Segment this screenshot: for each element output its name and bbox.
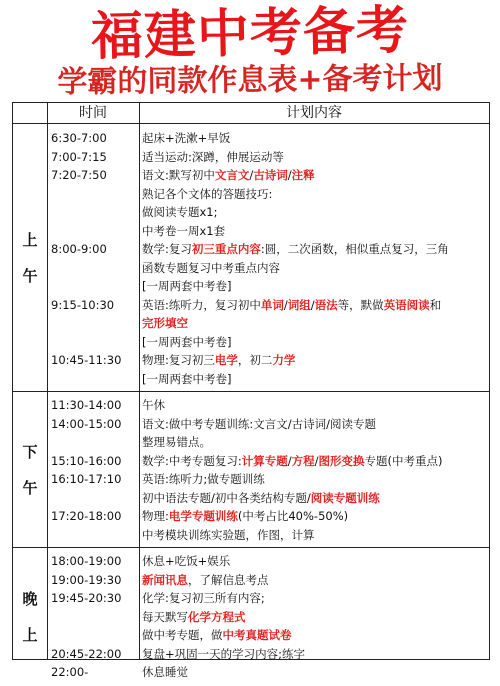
- highlight-text: 词组: [287, 297, 311, 312]
- highlight-text: 语法: [314, 297, 338, 312]
- plan-text: 熟记各个文体的答题技巧:: [142, 186, 273, 201]
- time-cell: 19:45-20:30: [51, 591, 122, 605]
- table-row: [13, 507, 489, 526]
- plan-text: [一周两套中考卷]: [142, 279, 232, 293]
- plan-text: [一周两套中考卷]: [142, 334, 232, 349]
- column-divider: [139, 103, 140, 659]
- plan-text: 做中考专题，做: [142, 628, 223, 642]
- schedule-section: [13, 548, 489, 686]
- plan-text: 午休: [142, 398, 165, 412]
- plan-cell: [142, 129, 486, 148]
- plan-text: 复盘+巩固一天的学习内容;练字: [142, 646, 306, 661]
- table-row: [13, 148, 489, 167]
- table-row: [13, 608, 489, 627]
- time-cell: 18:00-19:00: [51, 554, 122, 568]
- plan-cell: [142, 277, 486, 296]
- table-row: [13, 396, 489, 415]
- column-divider: [47, 103, 48, 659]
- highlight-text: 阅读专题训练: [310, 490, 380, 505]
- table-row: [13, 663, 489, 682]
- plan-text: /: [287, 453, 292, 468]
- plan-cell: [142, 314, 486, 333]
- plan-cell: [142, 507, 486, 526]
- plan-text: 和: [429, 297, 442, 312]
- plan-text: 数学:中考专题复习:: [142, 453, 242, 468]
- plan-cell: [142, 645, 486, 664]
- time-cell: 9:15-10:30: [51, 297, 115, 312]
- table-row: [13, 129, 489, 148]
- plan-text: :圆，二次函数，相似重点复习，三角: [260, 242, 449, 256]
- plan-text: 休息+吃饭+娱乐: [142, 554, 231, 568]
- plan-text: /: [314, 453, 319, 468]
- plan-cell: [142, 608, 486, 627]
- plan-cell: [142, 333, 486, 352]
- plan-cell: [142, 489, 486, 508]
- time-cell: 10:45-11:30: [51, 353, 122, 367]
- plan-text: /: [310, 297, 315, 312]
- plan-cell: [142, 552, 486, 571]
- table-row: [13, 552, 489, 571]
- time-cell: 8:00-9:00: [51, 242, 107, 256]
- highlight-text: 新闻讯息: [142, 572, 188, 587]
- column-header-plan: 计划内容: [286, 105, 342, 121]
- table-row: [13, 333, 489, 352]
- plan-cell: [142, 433, 486, 452]
- time-cell: 11:30-14:00: [51, 398, 122, 412]
- plan-cell: [142, 626, 486, 645]
- schedule-section: [13, 125, 489, 392]
- highlight-text: 完形填空: [142, 316, 188, 330]
- plan-text: 物理:复习初三: [142, 353, 215, 367]
- plan-text: /: [287, 168, 292, 182]
- period-char: 上: [22, 625, 38, 644]
- time-cell: 16:10-17:10: [51, 472, 122, 486]
- plan-cell: [142, 185, 486, 204]
- highlight-text: 古诗词: [253, 168, 288, 182]
- period-char: 晚: [22, 589, 38, 608]
- table-row: [13, 626, 489, 645]
- header: [0, 0, 500, 100]
- table-row: [13, 433, 489, 452]
- table-row: [13, 470, 489, 489]
- schedule-table: [12, 102, 490, 679]
- table-row: [13, 589, 489, 608]
- highlight-text: 图形变换: [318, 453, 365, 468]
- time-cell: 14:00-15:00: [51, 416, 122, 431]
- plan-text: 中考卷一周x1套: [142, 223, 226, 238]
- time-cell: 20:45-22:00: [51, 646, 122, 661]
- highlight-text: 计算专题: [241, 453, 288, 468]
- table-row: [13, 185, 489, 204]
- table-row: [13, 571, 489, 590]
- period-char: 午: [22, 478, 38, 497]
- plan-text: 数学:复习: [142, 242, 192, 256]
- plan-cell: [142, 240, 486, 259]
- plan-cell: [142, 370, 486, 389]
- plan-text: 整理易错点。: [142, 435, 211, 449]
- plan-text: 每天默写: [142, 609, 188, 624]
- table-row: [13, 259, 489, 278]
- table-row: [13, 489, 489, 508]
- time-cell: 6:30-7:00: [51, 131, 107, 145]
- plan-text: 适当运动:深蹲，伸展运动等: [142, 149, 284, 164]
- plan-cell: [142, 396, 486, 415]
- plan-text: 语文:做中考专题训练:文言文/古诗词/阅读专题: [142, 416, 376, 431]
- plan-cell: [142, 526, 486, 545]
- plan-text: 做阅读专题x1;: [142, 205, 218, 219]
- plan-cell: [142, 166, 486, 185]
- highlight-text: 英语阅读: [383, 297, 430, 312]
- page-title: 福建中考备考: [90, 0, 410, 68]
- table-row: [13, 452, 489, 471]
- plan-cell: [142, 296, 486, 315]
- schedule-section: [13, 392, 489, 548]
- table-row: [13, 314, 489, 333]
- plan-text: 英语:练听力;做专题训练: [142, 472, 265, 486]
- plan-cell: [142, 203, 486, 222]
- plan-text: 函数专题复习中考重点内容: [142, 260, 280, 275]
- time-cell: 19:00-19:30: [51, 572, 122, 587]
- highlight-text: 力学: [272, 353, 296, 367]
- table-row: [13, 203, 489, 222]
- highlight-text: 方程: [291, 453, 315, 468]
- highlight-text: 中考真题试卷: [222, 628, 292, 642]
- plan-cell: [142, 452, 486, 471]
- plan-text: 专题(中考重点): [364, 453, 443, 468]
- plan-text: 化学:复习初三所有内容;: [142, 591, 265, 605]
- plan-text: (中考占比40%-50%): [237, 509, 349, 523]
- time-cell: 7:20-7:50: [51, 168, 107, 182]
- period-char: 上: [22, 231, 38, 249]
- plan-text: 中考模块训练实验题，作图，计算: [142, 527, 315, 542]
- plan-cell: [142, 571, 486, 590]
- table-row: [13, 277, 489, 296]
- period-char: 下: [22, 442, 38, 461]
- plan-cell: [142, 351, 486, 370]
- highlight-text: 文言文: [214, 168, 250, 182]
- period-char: 午: [22, 267, 38, 285]
- plan-text: 语文:默写初中: [142, 168, 215, 182]
- plan-text: [一周两套中考卷]: [142, 371, 232, 386]
- table-row: [13, 222, 489, 241]
- table-row: [13, 240, 489, 259]
- time-cell: 15:10-16:00: [51, 453, 122, 468]
- plan-cell: [142, 222, 486, 241]
- table-row: [13, 166, 489, 185]
- plan-text: 休息睡觉: [142, 665, 188, 679]
- column-header-time: 时间: [79, 105, 107, 121]
- table-header: [13, 103, 489, 124]
- plan-cell: [142, 589, 486, 608]
- plan-cell: [142, 259, 486, 278]
- plan-text: /: [249, 168, 254, 182]
- highlight-text: 注释: [291, 168, 315, 182]
- plan-cell: [142, 148, 486, 167]
- highlight-text: 化学方程式: [188, 609, 246, 624]
- time-cell: 22:00-: [51, 665, 89, 679]
- table-row: [13, 645, 489, 664]
- plan-text: ，了解信息考点: [188, 572, 269, 587]
- highlight-text: 电学专题训练: [168, 509, 238, 523]
- time-cell: 17:20-18:00: [51, 509, 122, 523]
- table-row: [13, 415, 489, 434]
- highlight-text: 初三重点内容: [191, 242, 261, 256]
- plan-text: ，初二: [237, 353, 273, 367]
- plan-text: 初中语法专题/初中各类结构专题/: [142, 490, 311, 505]
- table-row: [13, 370, 489, 389]
- plan-text: /: [283, 297, 288, 312]
- table-row: [13, 296, 489, 315]
- plan-cell: [142, 470, 486, 489]
- highlight-text: 单词: [260, 297, 284, 312]
- time-cell: 7:00-7:15: [51, 149, 107, 164]
- plan-cell: [142, 663, 486, 682]
- page-subtitle: 学霸的同款作息表+备考计划: [57, 60, 443, 101]
- table-row: [13, 526, 489, 545]
- plan-text: 起床+洗漱+早饭: [142, 131, 231, 145]
- table-row: [13, 351, 489, 370]
- highlight-text: 电学: [214, 353, 238, 367]
- plan-text: 英语:练听力，复习初中: [142, 297, 261, 312]
- plan-text: 等，默做: [337, 297, 384, 312]
- plan-text: 物理:: [142, 509, 169, 523]
- plan-cell: [142, 415, 486, 434]
